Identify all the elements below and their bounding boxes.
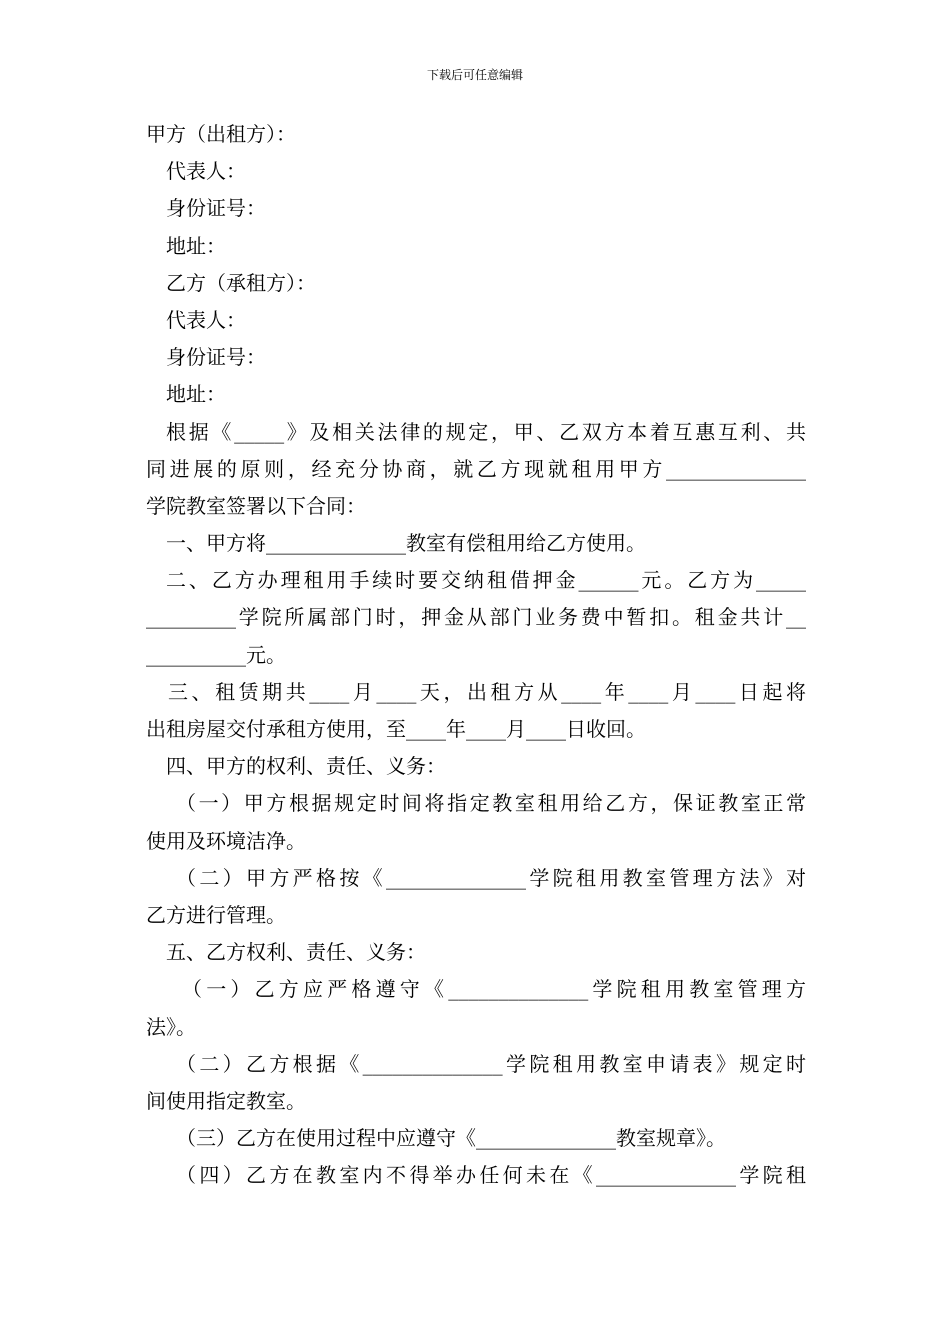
contract-line: （三）乙方在使用过程中应遵守《______________教室规章》。 (176, 1126, 726, 1151)
contract-line: 法》。 (146, 1014, 196, 1039)
contract-line: 甲方（出租方）： (146, 122, 296, 146)
contract-line: 乙方进行管理。 (146, 902, 286, 927)
contract-line: 五、乙方权利、责任、义务： (166, 940, 426, 965)
contract-line: 根据《_____》及相关法律的规定，甲、乙双方本着互惠互利、共 (166, 419, 806, 444)
contract-line: 出租房屋交付承租方使用，至____年____月____日收回。 (146, 717, 646, 741)
contract-line: （一）甲方根据规定时间将指定教室租用给乙方，保证教室正常 (176, 791, 806, 816)
contract-line: （一）乙方应严格遵守《______________学院租用教室管理方 (182, 977, 806, 1002)
contract-line: __________元。 (146, 642, 286, 667)
contract-line: （四）乙方在教室内不得举办任何未在《______________学院租 (176, 1163, 806, 1188)
contract-line: 代表人： (166, 307, 246, 332)
contract-line: 使用及环境洁净。 (146, 828, 306, 853)
contract-line: 代表人： (166, 159, 246, 184)
contract-line: （二）乙方根据《______________学院租用教室申请表》规定时 (176, 1051, 806, 1076)
contract-body (146, 116, 806, 1194)
contract-line: 间使用指定教室。 (146, 1088, 306, 1113)
contract-line: 身份证号： (166, 345, 266, 370)
contract-line: 二、乙方办理租用手续时要交纳租借押金______元。乙方为_____ (166, 568, 806, 593)
contract-line: 学院教室签署以下合同： (146, 493, 366, 518)
page-header: 下载后可任意编辑 (426, 68, 523, 82)
contract-line: 三、租赁期共____月____天，出租方从____年____月____日起将 (168, 679, 806, 704)
contract-line: 身份证号： (166, 196, 266, 221)
contract-line: 同进展的原则，经充分协商，就乙方现就租用甲方______________ (146, 456, 806, 481)
contract-line: （二）甲方严格按《______________学院租用教室管理方法》对 (176, 865, 806, 890)
contract-line: 一、甲方将______________教室有偿租用给乙方使用。 (166, 531, 646, 556)
contract-line: _________学院所属部门时，押金从部门业务费中暂扣。租金共计__ (146, 605, 806, 630)
contract-line: 地址： (166, 233, 226, 258)
contract-line: 四、甲方的权利、责任、义务： (166, 754, 446, 779)
contract-line: 乙方（承租方）： (166, 270, 316, 295)
contract-line: 地址： (166, 382, 226, 407)
